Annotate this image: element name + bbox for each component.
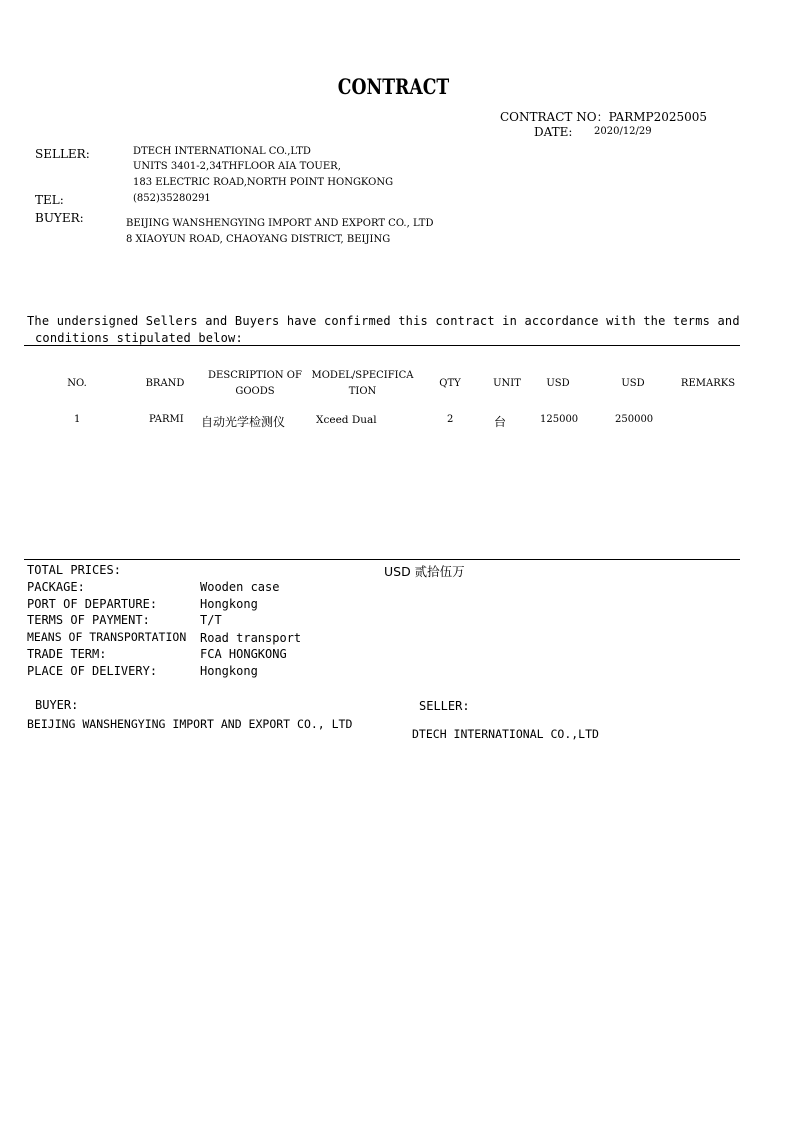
buyer-line-1: BEIJING WANSHENGYING IMPORT AND EXPORT CO., LTD xyxy=(126,218,434,229)
payment-label: TERMS OF PAYMENT: xyxy=(27,613,150,627)
header-model-line-1: MODEL/SPECIFICA xyxy=(311,370,414,381)
contract-no-row xyxy=(500,108,707,125)
header-usd-price: USD xyxy=(546,378,570,389)
cell-brand: PARMI xyxy=(149,414,184,425)
payment-value: T/T xyxy=(200,613,222,627)
seller-line-3: 183 ELECTRIC ROAD,NORTH POINT HONGKONG xyxy=(133,177,394,188)
cell-model: Xceed Dual xyxy=(316,414,377,426)
header-description-line-1: DESCRIPTION OF xyxy=(208,370,302,381)
header-qty: QTY xyxy=(439,378,461,389)
document-title: CONTRACT xyxy=(337,74,450,99)
buyer-label: BUYER: xyxy=(35,211,84,225)
total-prices-value: USD 贰拾伍万 xyxy=(384,564,465,579)
header-remarks: REMARKS xyxy=(680,378,736,389)
transport-label: MEANS OF TRANSPORTATION xyxy=(27,630,187,644)
date-label: DATE: xyxy=(534,125,573,139)
delivery-value: Hongkong xyxy=(200,664,258,678)
intro-line-2: conditions stipulated below: xyxy=(35,331,243,345)
header-description xyxy=(205,368,305,400)
header-brand: BRAND xyxy=(145,378,185,389)
contract-no-value: PARMP2025005 xyxy=(608,110,708,124)
signature-buyer-label: BUYER: xyxy=(35,698,79,712)
buyer-line-2: 8 XIAOYUN ROAD, CHAOYANG DISTRICT, BEIJING xyxy=(126,234,391,245)
delivery-label: PLACE OF DELIVERY: xyxy=(27,664,158,678)
header-model-line-2: TION xyxy=(348,386,377,397)
cell-description: 自动光学检测仪 xyxy=(201,415,286,429)
intro-line-1: The undersigned Sellers and Buyers have confirmed this contract in accordance with the terms and xyxy=(27,314,740,328)
package-value: Wooden case xyxy=(200,580,280,594)
trade-term-value: FCA HONGKONG xyxy=(200,647,287,661)
header-model xyxy=(310,368,415,400)
tel-value: (852)35280291 xyxy=(133,193,211,204)
port-label: PORT OF DEPARTURE: xyxy=(27,597,158,611)
header-usd-amount: USD xyxy=(621,378,645,389)
date-value: 2020/12/29 xyxy=(594,126,652,137)
signature-seller-label: SELLER: xyxy=(419,699,470,713)
cell-unit-price: 125000 xyxy=(540,414,579,425)
header-description-line-2: GOODS xyxy=(235,386,275,397)
seller-label: SELLER: xyxy=(35,147,90,161)
intro-divider xyxy=(24,345,740,346)
header-no: NO. xyxy=(67,378,87,389)
contract-no-label: CONTRACT NO： xyxy=(500,110,609,124)
tel-label: TEL: xyxy=(35,193,64,207)
seller-line-1: DTECH INTERNATIONAL CO.,LTD xyxy=(133,146,311,157)
cell-unit: 台 xyxy=(494,415,507,429)
trade-term-label: TRADE TERM: xyxy=(27,647,107,661)
port-value: Hongkong xyxy=(200,597,258,611)
cell-no: 1 xyxy=(74,414,81,425)
transport-value: Road transport xyxy=(200,631,302,645)
cell-qty: 2 xyxy=(447,414,454,425)
table-bottom-divider xyxy=(24,559,740,560)
cell-amount: 250000 xyxy=(615,414,654,425)
package-label: PACKAGE: xyxy=(27,580,85,594)
signature-seller-name: DTECH INTERNATIONAL CO.,LTD xyxy=(412,727,599,741)
signature-buyer-name: BEIJING WANSHENGYING IMPORT AND EXPORT CO., LTD xyxy=(27,717,353,731)
total-prices-label: TOTAL PRICES: xyxy=(27,563,121,577)
header-unit: UNIT xyxy=(493,378,521,389)
seller-line-2: UNITS 3401-2,34THFLOOR AIA TOUER, xyxy=(133,161,341,172)
